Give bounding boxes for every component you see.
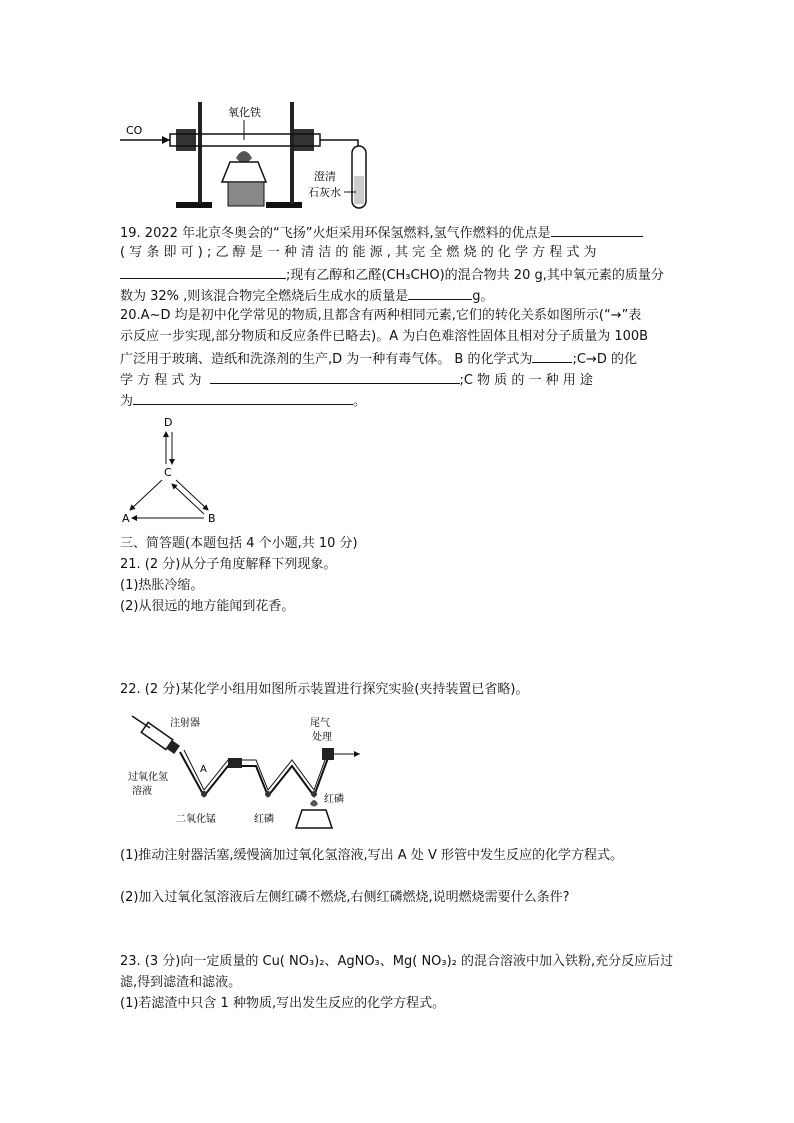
alcohol-lamp-icon: [222, 162, 266, 182]
q20-text-4: ;C→D 的化: [572, 352, 637, 367]
flame-icon: [236, 151, 252, 163]
red-phosphorus-left: [265, 791, 271, 797]
q20-blank-2: [210, 369, 460, 384]
q21-part-1: [120, 576, 680, 596]
q19-text-3: ;现有乙醇和乙醛(CH₃CHO)的混合物共 20 g,其中氧元素的质量分: [286, 268, 664, 283]
q20-text-5: 学 方 程 式 为: [120, 373, 202, 388]
q21-part-2-text: (2)从很远的地方能闻到花香。: [120, 599, 295, 614]
h2o2-label-1: 过氧化氢: [128, 772, 168, 783]
node-a: A: [122, 512, 130, 525]
node-d: D: [164, 416, 173, 429]
q23-text-1: 23. (3 分)向一定质量的 Cu( NO₃)₂、AgNO₃、Mg( NO₃)₂ 的混合溶液中加入铁粉,充分反应后过: [120, 954, 674, 969]
q22-stem: [120, 680, 680, 700]
q22-part-2: [120, 888, 680, 908]
arrow-b-to-c: [172, 484, 204, 514]
q20-text-3: 广泛用于玻璃、造纸和洗涤剂的生产,D 为一种有毒气体。 B 的化学式为: [120, 352, 533, 367]
co-flow-arrow-icon: [162, 136, 170, 144]
burner-block: [228, 182, 264, 206]
h2o2-label-2: 溶液: [132, 786, 152, 797]
q21-stem-text: 21. (2 分)从分子角度解释下列现象。: [120, 557, 337, 572]
arrow-c-to-b: [176, 480, 208, 510]
red-p-right-label: 红磷: [324, 794, 344, 805]
q22-part-2-text: (2)加入过氧化氢溶液后左侧红磷不燃烧,右侧红磷燃烧,说明燃烧需要什么条件?: [120, 890, 570, 905]
q19-line-2: [120, 243, 680, 263]
syringe-label: 注射器: [170, 718, 200, 729]
section-3-title-text: 三、简答题(本题包括 4 个小题,共 10 分): [120, 536, 358, 551]
q20-text-6: ;C 物 质 的 一 种 用 途: [459, 373, 593, 388]
point-a-label: A: [200, 764, 207, 775]
q19-text-1: 19. 2022 年北京冬奥会的“飞扬”火炬采用环保氢燃料,氢气作燃料的优点是: [120, 226, 551, 241]
connector-2: [322, 748, 334, 760]
q19-blank-3: [408, 285, 472, 300]
limewater-label-1: 澄清: [314, 170, 336, 183]
stand-base-left: [176, 202, 212, 208]
q20-line-1: [120, 306, 680, 326]
iron-oxide-label: 氧化铁: [228, 106, 261, 119]
section-3-title: [120, 534, 680, 554]
q22-part-1: [120, 846, 680, 866]
flame-icon-2: [310, 800, 318, 807]
arrow-c-to-a: [130, 480, 162, 510]
q20-text-7: 为: [120, 394, 134, 409]
q20-text-8: 。: [353, 394, 367, 409]
q19-blank-2: [120, 264, 286, 279]
q21-part-2: [120, 597, 680, 617]
limewater-label-2: 石灰水: [308, 186, 341, 199]
q23-part-1: [120, 994, 680, 1014]
tail-gas-arrow-icon: [354, 751, 360, 757]
q19-line-1: [120, 222, 680, 244]
q20-blank-3: [133, 390, 353, 405]
tail-gas-label-1: 尾气: [310, 718, 330, 729]
connector-1: [228, 758, 242, 768]
red-p-left-label: 红磷: [254, 814, 274, 825]
stand-rod-right: [290, 102, 294, 204]
q22-stem-text: 22. (2 分)某化学小组用如图所示装置进行探究实验(夹持装置已省略)。: [120, 682, 529, 697]
q23-text-2: 滤,得到滤渣和滤液。: [120, 975, 242, 990]
q20-line-2: [120, 327, 680, 347]
q20-line-5: [120, 390, 680, 412]
q22-part-1-text: (1)推动注射器活塞,缓慢滴加过氧化氢溶液,写出 A 处 V 形管中发生反应的化学方程式。: [120, 848, 623, 863]
mno2-particles: [201, 791, 207, 797]
transformation-diagram: [116, 412, 226, 526]
q20-line-3: [120, 348, 680, 370]
co-reduction-apparatus-figure: [118, 96, 388, 218]
q19-text-4: 数为 32% ,则该混合物完全燃烧后生成水的质量是: [120, 289, 409, 304]
q21-part-1-text: (1)热胀冷缩。: [120, 578, 204, 593]
q21-stem: [120, 555, 680, 575]
q20-text-1: 20.A~D 均是初中化学常见的物质,且都含有两种相同元素,它们的转化关系如图所示(“→”表: [120, 308, 642, 323]
q19-blank-1: [551, 222, 643, 237]
q19-line-3: [120, 264, 680, 286]
stand-base-right: [266, 202, 302, 208]
clamp-right: [294, 129, 314, 151]
node-c: C: [164, 466, 172, 479]
stand-rod-left: [198, 102, 202, 204]
q19-line-4: [120, 285, 680, 307]
q23-line-1: [120, 952, 680, 972]
clamp-left: [176, 129, 196, 151]
co-label: CO: [126, 124, 143, 137]
q23-part-1-text: (1)若滤渣中只含 1 种物质,写出发生反应的化学方程式。: [120, 996, 446, 1011]
q20-blank-1: [532, 348, 572, 363]
q20-text-2: 示反应一步实现,部分物质和反应条件已略去)。A 为白色难溶性固体且相对分子质量为 100B: [120, 329, 649, 344]
alcohol-lamp-icon-2: [296, 810, 332, 828]
q20-line-4: [120, 369, 680, 391]
tail-gas-label-2: 处理: [312, 732, 332, 743]
mno2-label: 二氧化锰: [176, 814, 216, 825]
node-b: B: [208, 512, 216, 525]
q19-text-5: g。: [472, 289, 494, 304]
q23-line-2: [120, 973, 680, 993]
v-tube-apparatus-figure: [124, 712, 364, 834]
q19-text-2: ( 写 条 即 可 ) ; 乙 醇 是 一 种 清 洁 的 能 源 , 其 完 全 燃 烧 的 化 学 方 程 式 为: [120, 245, 597, 260]
red-phosphorus-right: [311, 791, 317, 797]
